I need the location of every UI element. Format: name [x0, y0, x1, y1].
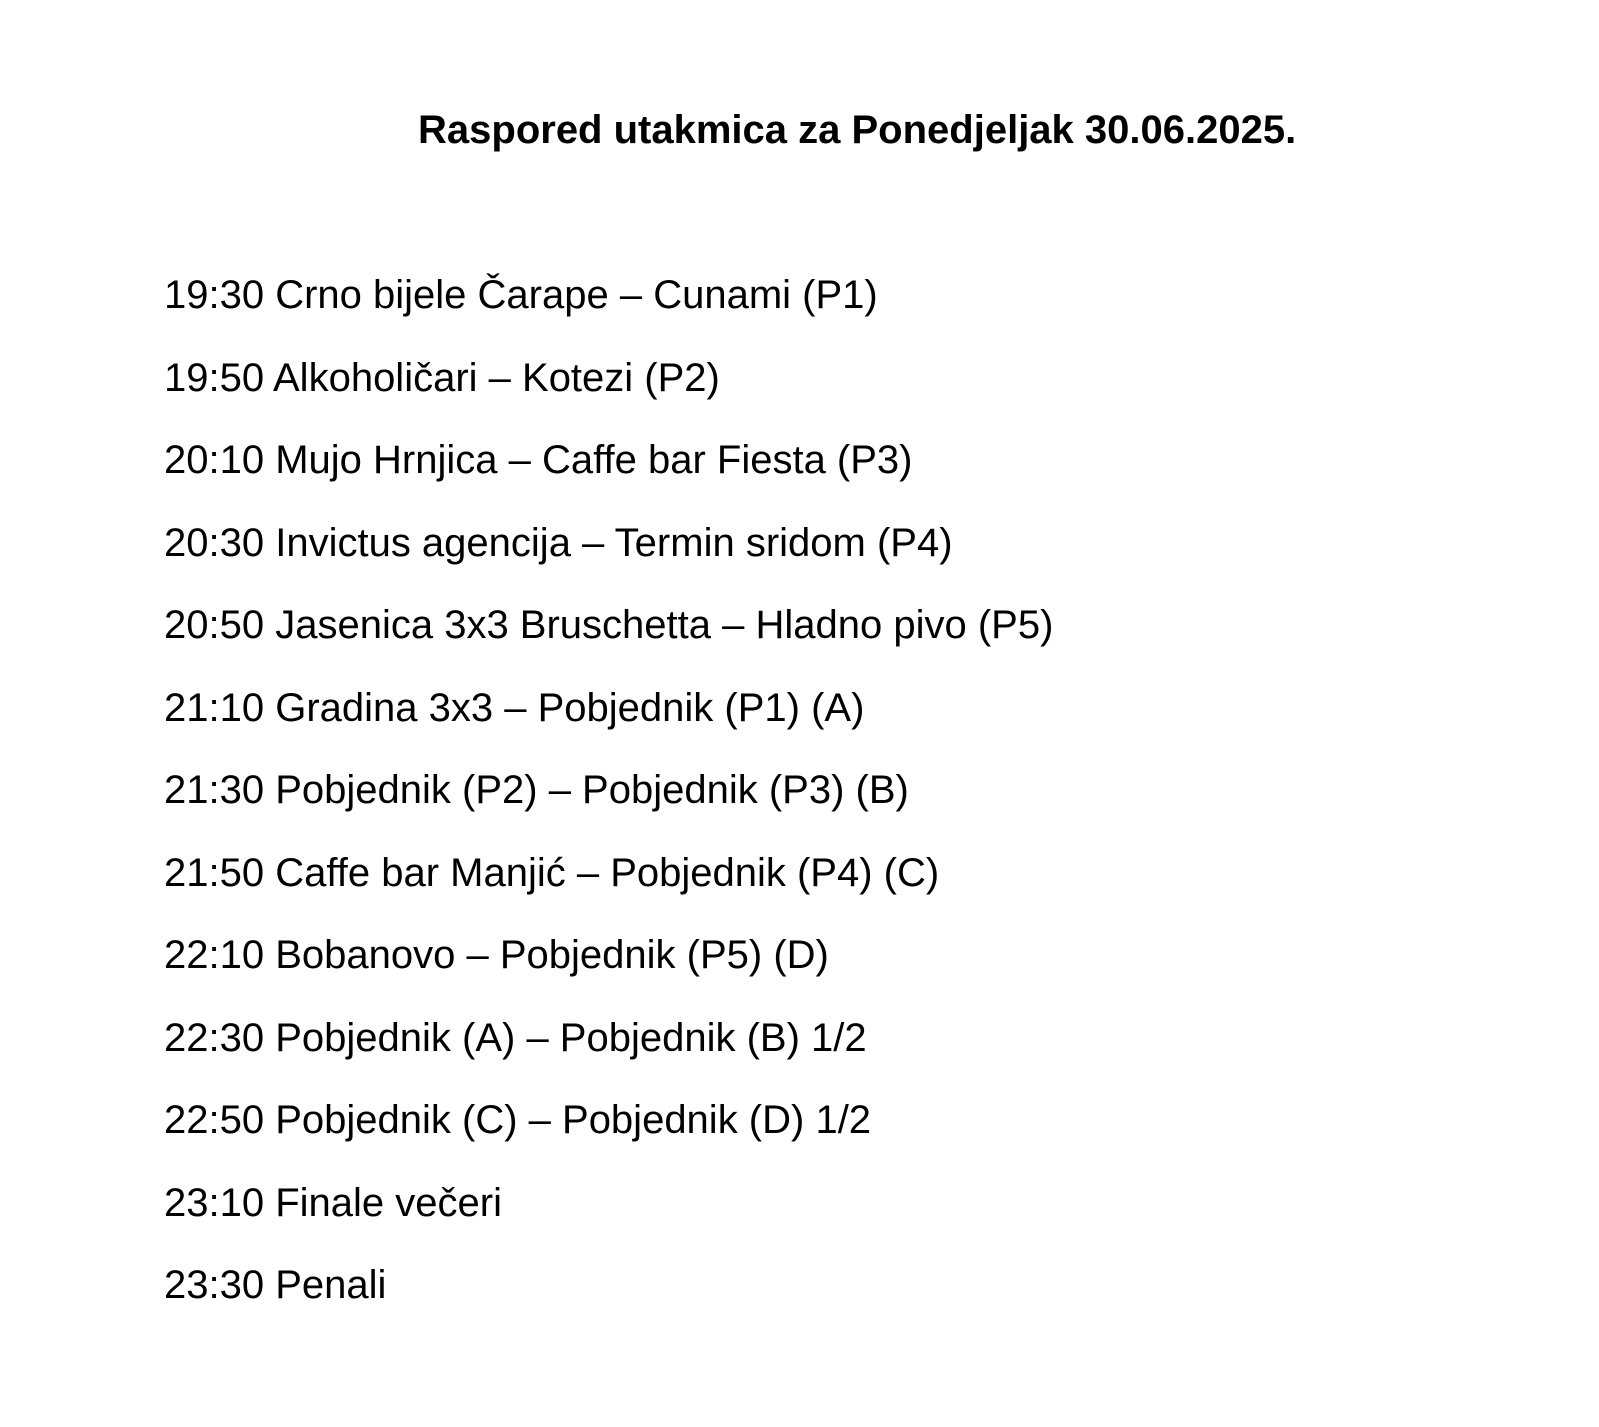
page-title: Raspored utakmica za Ponedjeljak 30.06.2025.: [418, 108, 1297, 152]
match-item: 22:30 Pobjednik (A) – Pobjednik (B) 1/2: [164, 1015, 867, 1060]
match-item: 21:10 Gradina 3x3 – Pobjednik (P1) (A): [164, 685, 865, 730]
match-item: 21:30 Pobjednik (P2) – Pobjednik (P3) (B): [164, 768, 909, 812]
match-item: 20:30 Invictus agencija – Termin sridom (P4): [164, 520, 953, 565]
match-schedule-list: [164, 270, 1053, 1343]
match-item: 20:10 Mujo Hrnjica – Caffe bar Fiesta (P3): [164, 438, 913, 482]
match-item: 19:50 Alkoholičari – Kotezi (P2): [164, 355, 720, 400]
match-item: 23:30 Penali: [164, 1263, 387, 1307]
match-item: 21:50 Caffe bar Manjić – Pobjednik (P4) (C): [164, 850, 940, 895]
match-item: 20:50 Jasenica 3x3 Bruschetta – Hladno pivo (P5): [164, 603, 1054, 647]
match-item: 22:50 Pobjednik (C) – Pobjednik (D) 1/2: [164, 1098, 872, 1142]
match-item: 22:10 Bobanovo – Pobjednik (P5) (D): [164, 933, 829, 977]
match-item: 19:30 Crno bijele Čarape – Cunami (P1): [164, 273, 878, 317]
match-item: 23:10 Finale večeri: [164, 1180, 502, 1225]
